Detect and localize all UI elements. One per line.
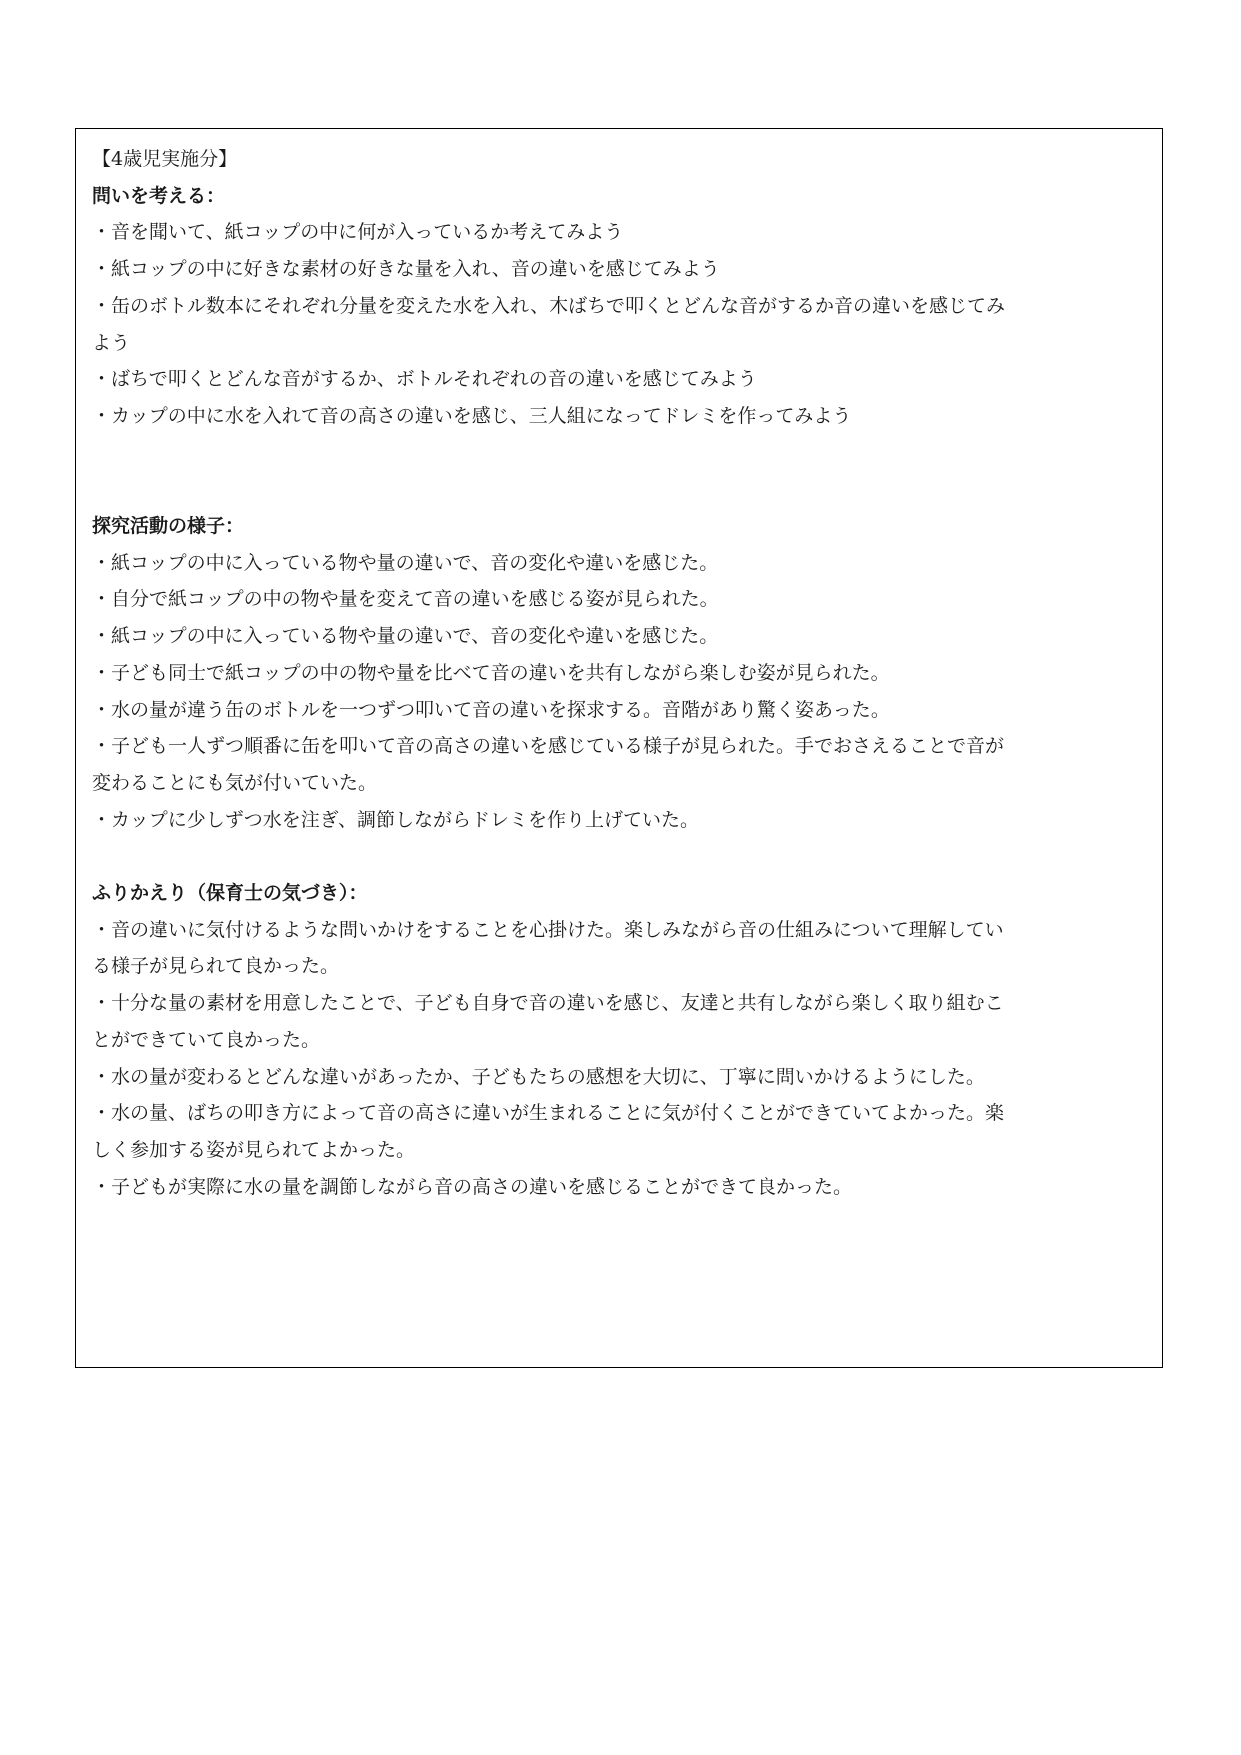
activity-item: ・自分で紙コップの中の物や量を変えて音の違いを感じる姿が見られた。 <box>92 588 719 611</box>
question-item: よう <box>92 331 131 354</box>
reflection-heading: ふりかえり（保育士の気づき）： <box>92 882 368 905</box>
spacer <box>92 838 1146 875</box>
spacer <box>92 435 1146 508</box>
questions-heading: 問いを考える： <box>92 184 226 207</box>
activity-item: ・カップに少しずつ水を注ぎ、調節しながらドレミを作り上げていた。 <box>92 808 700 831</box>
question-item: ・ばちで叩くとどんな音がするか、ボトルそれぞれの音の違いを感じてみよう <box>92 368 757 391</box>
activity-item: ・子ども一人ずつ順番に缶を叩いて音の高さの違いを感じている様子が見られた。手でおさえることで音が <box>92 735 1005 758</box>
activity-item: ・紙コップの中に入っている物や量の違いで、音の変化や違いを感じた。 <box>92 625 719 648</box>
activity-item: ・水の量が違う缶のボトルを一つずつ叩いて音の違いを探求する。音階があり驚く姿あった。 <box>92 698 890 721</box>
activity-item: ・子ども同士で紙コップの中の物や量を比べて音の違いを共有しながら楽しむ姿が見られた。 <box>92 661 890 684</box>
reflection-item: しく参加する姿が見られてよかった。 <box>92 1138 416 1161</box>
question-item: ・音を聞いて、紙コップの中に何が入っているか考えてみよう <box>92 221 624 244</box>
report-box <box>75 128 1163 1368</box>
activity-item: ・紙コップの中に入っている物や量の違いで、音の変化や違いを感じた。 <box>92 551 719 574</box>
reflection-item: ・十分な量の素材を用意したことで、子ども自身で音の違いを感じ、友達と共有しながら楽しく取り組むこ <box>92 992 1004 1015</box>
question-item: ・缶のボトル数本にそれぞれ分量を変えた水を入れ、木ばちで叩くとどんな音がするか音の違いを感じてみ <box>92 294 1005 317</box>
reflection-item: る様子が見られて良かった。 <box>92 955 340 978</box>
reflection-item: ・水の量が変わるとどんな違いがあったか、子どもたちの感想を大切に、丁寧に問いかけるようにした。 <box>92 1065 985 1088</box>
activity-item: 変わることにも気が付いていた。 <box>92 771 378 794</box>
question-item: ・カップの中に水を入れて音の高さの違いを感じ、三人組になってドレミを作ってみよう <box>92 404 852 427</box>
reflection-item: ・子どもが実際に水の量を調節しながら音の高さの違いを感じることができて良かった。 <box>92 1175 853 1198</box>
question-item: ・紙コップの中に好きな素材の好きな量を入れ、音の違いを感じてみよう <box>92 258 720 281</box>
activity-heading: 探究活動の様子： <box>92 515 245 538</box>
section-title: 【4歳児実施分】 <box>92 148 238 170</box>
reflection-item: ・音の違いに気付けるような問いかけをすることを心掛けた。楽しみながら音の仕組みについて理解してい <box>92 918 1004 941</box>
reflection-item: ・水の量、ばちの叩き方によって音の高さに違いが生まれることに気が付くことができていてよかった。楽 <box>92 1102 1005 1125</box>
reflection-item: とができていて良かった。 <box>92 1028 321 1051</box>
